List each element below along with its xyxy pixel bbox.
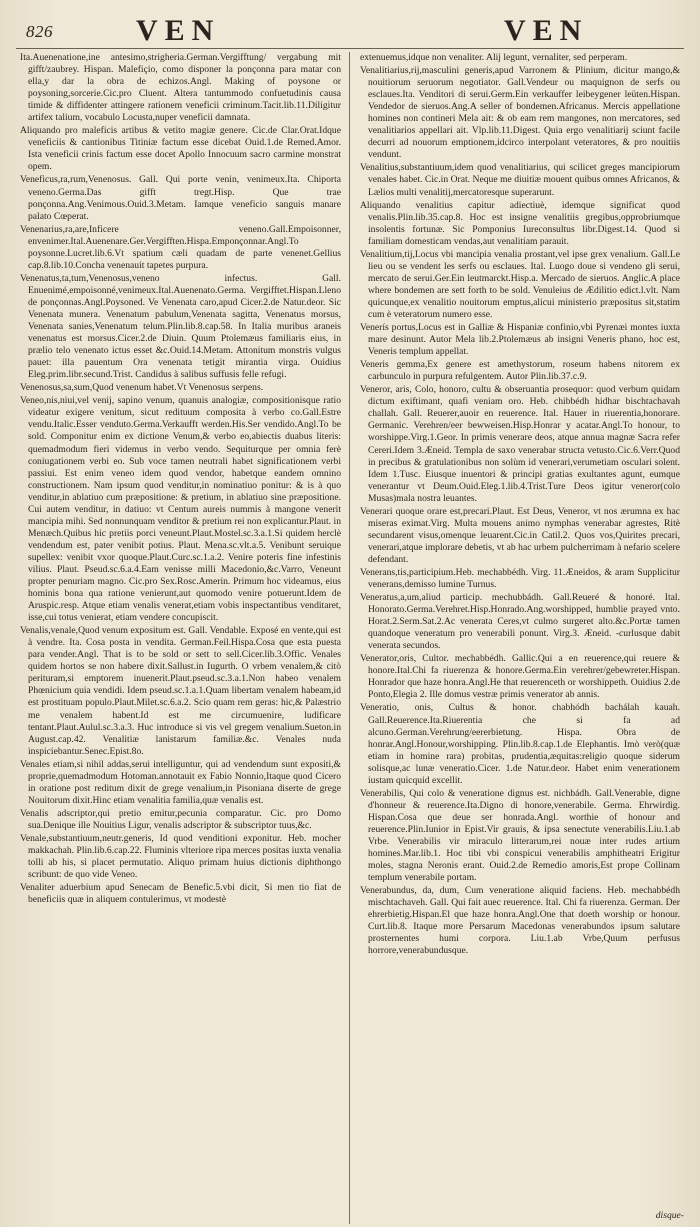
dictionary-entry: Veneficus,ra,rum,Venenosus. Gall. Qui porte venin, venimeux.Ita. Chiporta veneno.Germa.Das gifft tregt.Hisp. Que trae ponçonna.Ang.Venimous.Ouid.3.Metam. Iamque veneficio sanguis manare palato Cœperat. [20,174,341,222]
dictionary-entry: Venalis,venale,Quod venum expositum est. Gall. Vendable. Exposé en vente,qui est à vendre. Ita. Cosa posta in vendita. German.Feil.Hispa.Cosa que esta puesta para vender.Angl. That is to be sold or sett to sell.Cicer.lib.3.Offic. Venales quidem hortos se non habere dixit.Sallust.in Iugurth. O vrbem venalem,& citò perituram,si emptorem inuenerit.Plaut.pseud.sc.3.a.1.Non habeo venalem Phœnicium quia vendidi. Idem pseud.sc.1.a.1.Quam libertam venalem habeam,id est prostituam populo.Plaut.Milet.sc.6.a.2. Scio quam rem geras: hic,& Palæstrio me venalem habent.Id est me circumuenire, ludificare tentant.Plaut.Aulul.sc.3.a.3. Huc introduce si vis vel gregem venalium.Sueton.in August.cap.42. Venalitiæ lanistarum familiæ.&c. Venales nuda inspiciebantur.Senec.Epist.8o. [20,625,341,757]
dictionary-entry: Venerator,oris, Cultor. mechabbédh. Gallic.Qui a en reuerence,qui reuere & honore.Ital.Chi fa riuerenza & honore.Germa.Ein verehrer/gebewreter.Hispan. Honrador que haze honra.Angl.He that reuerenceth or worshippeth. Ouidius 2.de Ponto,Elegia 2. Ille domus vestræ primis venerator ab annis. [360,653,680,701]
dictionary-entry: Ita.Auenenatione,ine antesimo,strigheria.German.Vergifftung/ vergabung mit gifft/zaubrey. Hispan. Malefiçio, como disponer la ponçonna para matar con ella,y dar la obra de echizos.Angl. Making of poysone or poysoning,sorcerie.Cic.pro Cluent. Altera tantummodo confuetudinis causa timide & diffidenter attingere rationem veneficii criminum.Tacit.lib.11.Diligitur artifex talium, vocabulo Locusta,nuper veneficii damnata. [20,52,341,124]
dictionary-entry: extenuemus,idque non venaliter. Alij legunt, vernaliter, sed perperam. [360,52,628,63]
dictionary-entry: Aliquando venalitius capitur adiectiuè, idemque significat quod venalis.Plin.lib.35.cap.8. Hoc est insigne venalitiis gregibus,opprobriumque insolentis fortunæ. Sic Pomponius Iureconsultus libr.Digest.14. Quod si familiam domesticam vendas,aut venalitiam parauit. [360,199,680,247]
dictionary-entry: Venale,substantiuum,neutr.generis, Id quod venditioni exponitur. Heb. mocher makkachah. Plin.lib.6.cap.22. Fluminis vlteriore ripa merces positas iuxta venalia tolli ab his, si placet permutatio. Aliquo primam huius dictionis diphthongo scribunt: de quo vide Veneo. [20,833,341,881]
dictionary-entry: Venalis adscriptor,qui pretio emitur,pecunia comparatur. Cic. pro Domo sua.Denique ille Nouitius Ligur, venalis adscriptor & subscriptor tuus,&c. [20,807,341,831]
dictionary-entry: Venalitiarius,rij,masculini generis,apud Varronem & Plinium, dicitur mango,& nouitiorum seruorum negotiator. Gall.Vendeur ou maquignon de serfs ou esclaues.Ita. Venditori di serui.Germ.Ein verkauffer leibeygener leüten.Hispan. Vendedor de sieruos.Ang.A seller of bondemen.Africanus. Mercis appellatione homines non contineri Mela ait: & ob eam rem mangones, non mercatores, sed venalitiarios appellari ait. Vlp.lib.11.Digest. Quia ergo venalitiarij sciunt facile decurri ad nouorum emptionem,idcirco interpolant veteratores, & pro nouitiis vendunt. [360,65,680,161]
running-head-right: VEN [504,14,589,47]
left-column [16,52,350,1224]
dictionary-entry: Venalitius,substantiuum,idem quod venalitiarius, qui scilicet greges mancipiorum venales habet. Cic.in Orat. Neque me diuitiæ mouent quibus omnes Africanos, & Lælios multi venalitij,mercatoresque superarunt. [360,162,680,198]
dictionary-entry: Venerabundus, da, dum, Cum veneratione aliquid faciens. Heb. mechabbédh mischtachaveh. Gall. Qui fait auec reuerence. Ital. Chi fa riuerenza. German. Der ehrerbietig.Hispan.El que haze honra.Angl.One that doeth worship or honour. Curt.lib.8. Itaque more Persarum Macedonas venerabundos ipsum salutare prosternentes humi corpora. Liu.1.ab Vrbe,Quum perfusus horrore,venerabundusque. [360,885,680,957]
dictionary-entry: Venenosus,sa,sum,Quod venenum habet.Vt Venenosus serpens. [20,382,264,394]
dictionary-entry: Venalitium,tij,Locus vbi mancipia venalia prostant,vel ipse grex venalium. Gall.Le lieu ou se vendent les serfs ou esclaues. Ital. Luogo doue si vendeno gli serui, mercato de serui.Ger.Ein leutmarckt.Hisp.a. Mercado de sieruos. Anglic.A place where bondemen are sett forth to be sold. Venuleius de Ædilitio edict.l.vlt. Nam quicunque,ex venalitio nouitorum emptus,alicui ministerio præpositus sit,statim cum è veteratorum numero esse. [360,248,680,320]
dictionary-entry: Veneror, aris, Colo, honoro, cultu & obseruantia prosequor: quod verbum quidam dictum exiftimant, quafi veniam oro. Heb. chibbédh hidhar bischtachavah challah. Gall. Reuerer,auoir en reuerence. Ital. Hauer in riuerentia,honorare. Germanic. Verehren/eer bewweisen.Hisp.Honrar y acatar.Angl.To honour, to worshippe.Virg.1.Geor. In primis venerare deos, atque annua magnæ Sacra refer Cereri.Idem 3.Æneid. Templa de saxo venerabar structa vetusto.Cic.6.Verr.Quod in precibus & gratulationibus non solùm id venerari,verumetiam osculari solent. Idem 1.Tusc. Eiusque inuentori & principi gratias exultantes agunt, eumque venerantur vt Deum.Ouid.Eleg.1.lib.4.Trist.Ture Deos igitur veneror(colo Musas)mala nostra leuantes. [360,384,680,504]
dictionary-entry: Veneris gemma,Ex genere est amethystorum, roseum habens nitorem ex carbunculo in purpura refulgentem. Autor Plin.lib.37.c.9. [360,359,680,383]
dictionary-entry: Venenarius,ra,are,Inficere veneno.Gall.Empoisonner, envenimer.Ital.Auenenare.Ger.Vergifften.Hispa.Emponçonnar.Angl.To poysonne.Lucret.lib.6.Vt spatium cæli quadam de parte venenet.Gellius cap.8.lib.10.Concha venenauit tapetes purpura. [20,223,341,271]
dictionary-entry: Venerabilis, Qui colo & veneratione dignus est. nichbádh. Gall.Venerable, digne d'honneur & reuerence.Ita.Digno di honore,venerabile. Germa. Ehrwirdig. Hispan.Cosa que deue ser honrada.Angl. worthie of honour and reuerence.Plin.Iunior in Epist.Vir grauis, & ipsa senectute venerabilis.Liu.1.ab Vrbe. Venerabilis vir miraculo litterarum,rei nouæ inter rudes artium homines.Mar.lib.1. Hoc tibi vbi conspicui venerabilis amphitheatri Erigitur moles, stagna Neronis erant. Ouid.2.de Remedio amoris,Est prope Collinam templum venerabile portam. [360,787,680,884]
dictionary-entry: Venaliter aduerbium apud Senecam de Benefic.5.vbi dicit, Si men tio fiat de beneficiis quæ in aliquem contulerimus, vt modestè [20,882,341,906]
page-header [16,12,684,49]
page-number: 826 [26,22,53,41]
dictionary-entry: Venales etiam,si nihil addas,serui intelliguntur, qui ad vendendum sunt expositi,& proprie,quemadmodum Hotoman.annotauit ex Fabio Nonnio,Itaque quod Cicero in oratione post reditum dixit de grege venalium,in Pisoniana diserte de grege Nouitorum dixit.Hinc etiam venalitia familia,quæ venalis est. [20,758,341,806]
dictionary-entry: Venerís portus,Locus est in Galliæ & Hispaniæ confinio,vbi Pyrenæi montes iuxta mare desinunt. Autor Mela lib.2.Ptolemæus ab insigni Veneris phano, hoc est, Veneris templum appellat. [360,322,680,358]
running-head-left: VEN [136,14,221,47]
dictionary-entry: Veneo,nis,niui,vel venij, sapino venum, quanuis analogiæ, compositionisque ratio videatur exigere venitum, sicut redituum composita à verbo co.Gall.Estre vendu.Italic.Esser venduto.Germa.Verkaufft werden.His.Ser vendido.Angl.To be sold. Componitur enim ex dictione Venum,& verbo eo,abiectis duabus literis: quemadmodum fieri videmus in verbo vendo. Sequiturque per omnia ferè coniugationem verbi eo. Sub voce tamen neutrali habet significationem verbi passiui. Est enim veneo idem quod vendor, habetque eandem omnino constructionem. Nam ipsum quod venditur,in nominatiuo ponitur: & is à quo venditur,in ablatiuo cum præpositione: & pretium, in ablatiuo sine præpositione. Cui autem venditur, in datiuo: vt Centum aureis nummis à mangone venerit mancipia mihi. Sed nonnunquam venditor & pretium rei non explicantur.Plaut. in Menæch.Quibus hic pretiis porci veneunt.Plaut.Mostel.sc.3.a.1.Si quidem herclè vendendum est, pater venibit potius. Plaut. Mena.sc.vlt.a.5. Venibunt seruique supellex: venibit vxor quoque.Plaut.Curc.sc.1.a.2. Venire poteris fine infestinis vilius. Plaut. Pseud.sc.6.a.4.Eam venisse milli Macedonio,&c.Varro, Veneunt propter penuriam magno. Cic.pro Sex.Rosc.Amerin. Primum hoc videamus, eius hominis bona qua ratione venierunt,aut quomodo venire potuerunt.Idem de Aruspic.resp. Atque etiam venalis venerat,etiam vobis inspectantibus venditaret, isse,cui totus venierat, etiam vendere concupiscit. [20,395,341,624]
dictionary-entry: Veneratus,a,um,aliud particip. mechubbádh. Gall.Reueré & honoré. Ital. Honorato.Germa.Verehret.Hisp.Honrado.Ang.worshipped, humblie prayed vnto. Horat.2.Serm.Sat.2.Ac venerata Ceres,vt culmo surgeret alto.&c.Portæ tamen quandoque veneratum pro venerabili ponunt. Virg.3. Æneid. -curlusque dabit venerata secundos. [360,592,680,652]
dictionary-entry: Venerari quoque orare est,precari.Plaut. Est Deus, Veneror, vt nos ærumna ex hac miseras eximat.Virg. Multa mouens animo nymphas venerabar agrestes, Ritè secundarent visus,omenque leuarent.Cic.in Catil.2. Quos vos,Quirites precari, venerari,atque implorare debetis, vt ab hac urbem pulcherrimam à nefario scelere defendant. [360,505,680,565]
dictionary-entry: Venerans,tis,participium.Heb. mechabbédh. Virg. 11.Æneidos, & aram Supplicitur venerans,demisso lumine Turnus. [360,566,680,591]
text-columns [16,52,684,1224]
dictionary-entry: Venenatus,ta,tum,Venenosus,veneno infectus. Gall. Enuenimé,empoisonné,venimeux.Ital.Auenenato.Germa. Vergifftet.Hispan.Lleno de ponçonnas.Angl.Poysoned. Ve Venenata caro,apud Cicer.2.de Natur.deor. Sic Venenata munera. Venenatum pabulum,Venenata sagitta, Venenatus morsus, Venenata sanies,Venenatum telum.Plin.lib.8.cap.58. In Italia muribus araneis venenatus est morsus.Cicer.2.de Diuin. Quum Ptolemæus familiaris eius, in prælio telo venenato ictus esset &c.Ouid.14.Metam. Attonitum monstris vulgus pauet: illa pauentum Ora venenata tetigit mirantia virga. Ouidius Eleg.prim.libr.secund.Trist. Candidus à salibus suffusis felle refugi. [20,272,341,381]
right-column [350,52,684,1224]
catchword: disque- [655,1210,684,1221]
dictionary-entry: Veneratio, onis, Cultus & honor. chabhódh bachálah kauah. Gall.Reuerence.Ita.Riuerentia che si fa ad alcuno.German.Verehrung/eererbietung. Hispa. Obra de honrar.Angl.Honour,worshipping. Plin.lib.8.cap.1.de Elephantis. Imò verò(quæ etiam in homine rara) probitas, prudentia,æquitas:religio quoque siderum solisque,ac lunæ veneratio.Cicer. 1.de Natur.deor. Habet enim venerationem iustam quicquid excellit. [360,702,680,786]
dictionary-entry: Aliquando pro maleficis artibus & vetito magiæ genere. Cic.de Clar.Orat.Idque veneficiis & cantionibus Titiniæ factum esse dicebat Ouid.1.de Remed.Amor. Ista veneficii crinis factum esse docet Apollo Innocuum sacro carmine monstrat opem. [20,125,341,173]
